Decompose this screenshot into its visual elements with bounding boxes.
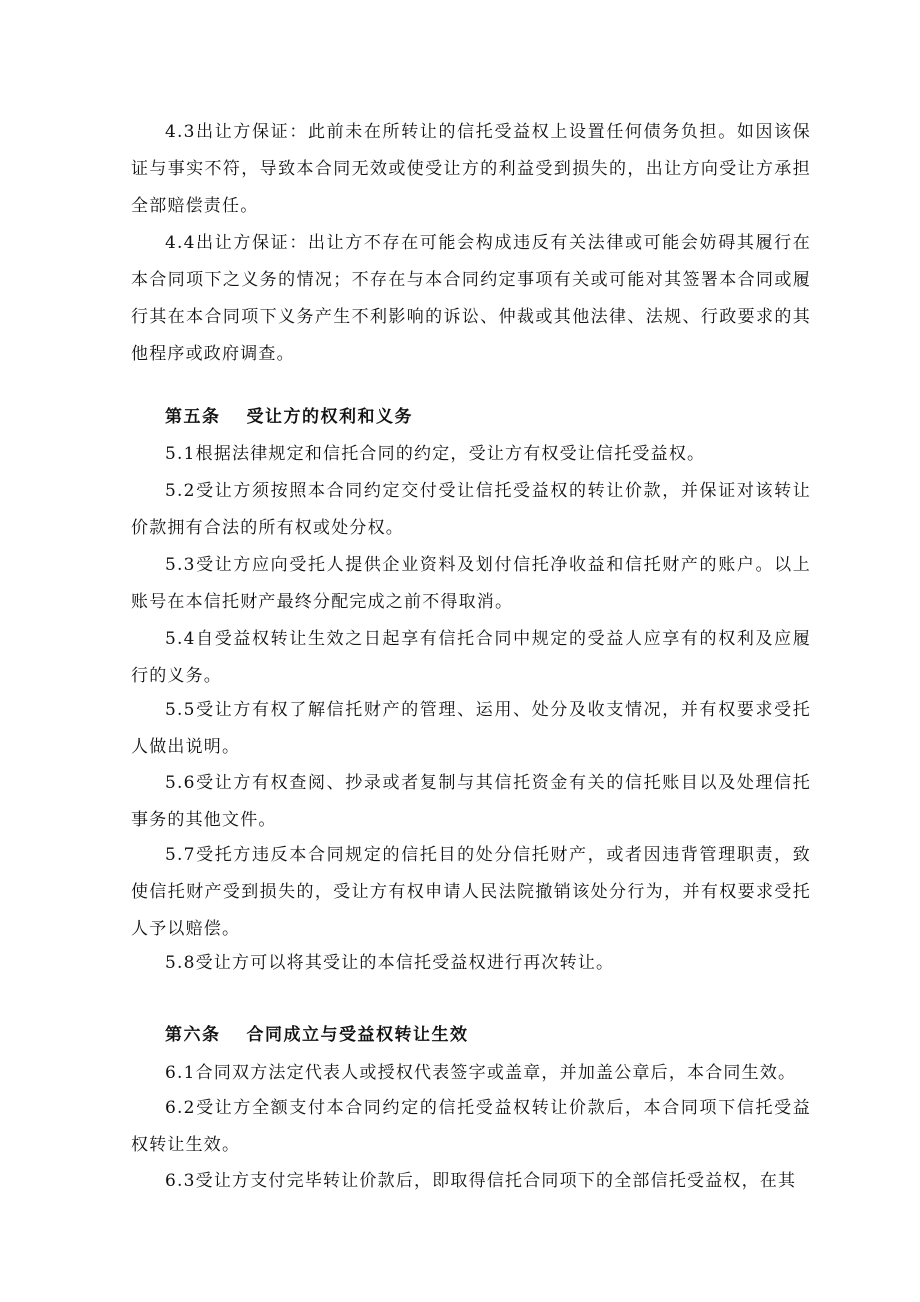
section-6-title: 合同成立与受益权转让生效 [246, 1025, 469, 1045]
clause-4-3: 4.3出让方保证：此前未在所转让的信托受益权上设置任何债务负担。如因该保证与事实不符，导致本合同无效或使受让方的利益受到损失的，出让方向受让方承担全部赔偿责任。 [131, 122, 811, 216]
section-5-title: 受让方的权利和义务 [246, 407, 413, 427]
clause-6-1: 6.1合同双方法定代表人或授权代表签字或盖章，并加盖公章后，本合同生效。 [165, 1063, 797, 1083]
clause-5-2: 5.2受让方须按照本合同约定交付受让信托受益权的转让价款，并保证对该转让价款拥有合法的所有权或处分权。 [131, 481, 811, 538]
clause-5-6: 5.6受让方有权查阅、抄录或者复制与其信托资金有关的信托账目以及处理信托事务的其他文件。 [131, 773, 811, 830]
clause-6-3: 6.3受让方支付完毕转让价款后，即取得信托合同项下的全部信托受益权，在其 [165, 1171, 797, 1191]
section-5-number: 第五条 [165, 407, 221, 427]
clause-5-5: 5.5受让方有权了解信托财产的管理、运用、处分及收支情况，并有权要求受托人做出说明。 [131, 700, 811, 757]
section-5-heading [165, 399, 413, 436]
clause-5-3: 5.3受让方应向受托人提供企业资料及划付信托净收益和信托财产的账户。以上账号在本信托财产最终分配完成之前不得取消。 [131, 555, 811, 612]
clause-5-8: 5.8受让方可以将其受让的本信托受益权进行再次转让。 [165, 953, 615, 973]
section-6-number: 第六条 [165, 1025, 221, 1045]
clause-4-4: 4.4出让方保证：出让方不存在可能会构成违反有关法律或可能会妨碍其履行在本合同项下之义务的情况；不存在与本合同约定事项有关或可能对其签署本合同或履行其在本合同项下义务产生不利影响的诉讼、仲裁或其他法律、法规、行政要求的其他程序或政府调查。 [131, 233, 811, 364]
clause-5-7: 5.7受托方违反本合同规定的信托目的处分信托财产，或者因违背管理职责，致使信托财产受到损失的，受让方有权申请人民法院撤销该处分行为，并有权要求受托人予以赔偿。 [131, 845, 811, 939]
clause-5-1: 5.1根据法律规定和信托合同的约定，受让方有权受让信托受益权。 [165, 444, 706, 464]
clause-6-2: 6.2受让方全额支付本合同约定的信托受益权转让价款后，本合同项下信托受益权转让生效。 [131, 1098, 811, 1155]
clause-5-4: 5.4自受益权转让生效之日起享有信托合同中规定的受益人应享有的权利及应履行的义务。 [131, 629, 811, 686]
section-6-heading [165, 1017, 469, 1054]
